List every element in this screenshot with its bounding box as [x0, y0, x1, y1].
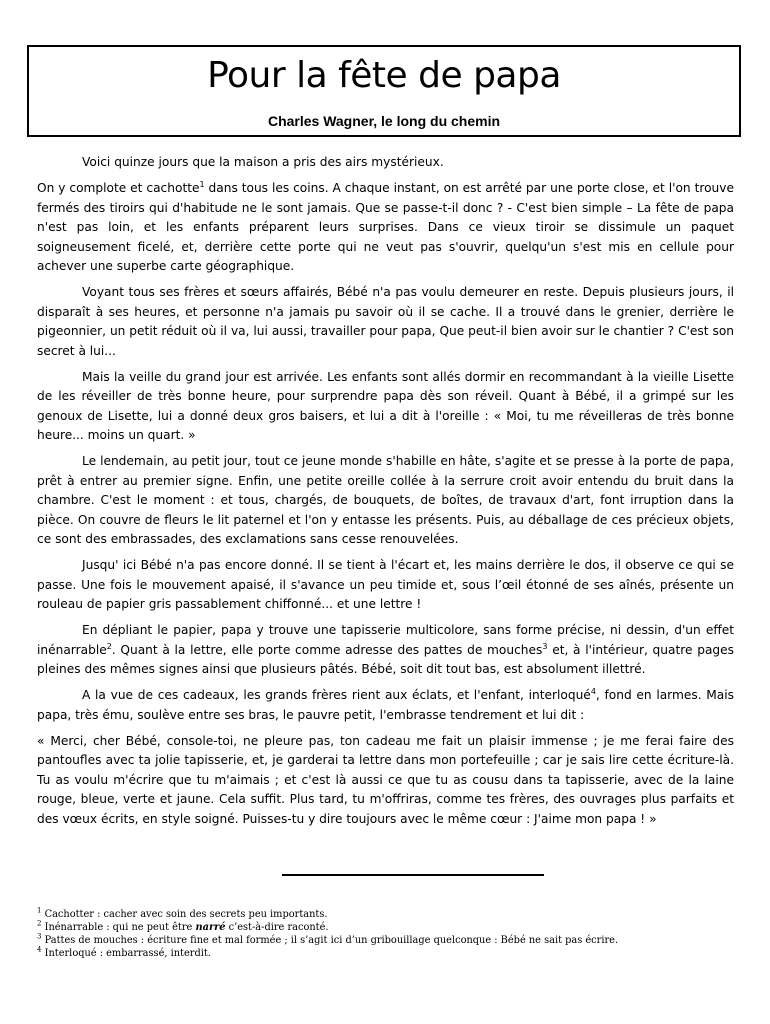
footnote-emphasis: narré	[195, 922, 226, 933]
paragraph-8-text-b: , fond en larmes. Mais papa, très ému, soulève entre ses bras, le pauvre petit, l'embrasse tendrement et lui dit :	[37, 688, 735, 722]
paragraph-1: Voici quinze jours que la maison a pris des airs mystérieux.	[82, 155, 444, 169]
paragraph-3: Voyant tous ses frères et sœurs affairés, Bébé n'a pas voulu demeurer en reste. Depuis plusieurs jours, il disparaît à ses heures, et personne n'a jamais pu savoir où il se cache. Il a trouvé dans le grenier, derrière le pigeonnier, un petit réduit où il va, lui aussi, travailler pour papa, Que peut-il bien avoir sur le chantier ? C'est son secret à lui...	[37, 285, 734, 358]
paragraph-7-text-b: . Quant à la lettre, elle porte comme adresse des pattes de mouches	[111, 642, 543, 657]
footnote-text: Pattes de mouches : écriture fine et mal formée ; il s’agit ici d’un gribouillage quelconque : Bébé ne sait pas écrire.	[41, 935, 619, 946]
paragraph-8-text-a: A la vue de ces cadeaux, les grands frères rient aux éclats, et l'enfant, interloqué	[82, 688, 591, 702]
footnote-1	[37, 908, 734, 921]
footnote-ref-3: 3	[542, 641, 548, 651]
paragraph-2-text-b: dans tous les coins. A chaque instant, on est arrêté par une porte close, et l'on trouve fermés des tiroirs qui d'habitude ne le sont jamais. Que se passe-t-il donc ? - C'est bien simple – La fête de papa n'est pas loin, et les enfants préparent leurs surprises. Dans ce vieux tiroir se dissimule un paquet soigneusement ficelé, et, derrière cette porte qui ne veut pas s'ouvrir, quelqu'un s'est mis en cellule pour achever une superbe carte géographique.	[37, 181, 734, 273]
paragraph-8	[37, 686, 734, 725]
footnote-number: 4	[37, 945, 42, 954]
story-body	[37, 153, 734, 836]
paragraph-2-text-a: On y complote et cachotte	[37, 181, 200, 195]
footnote-ref-1: 1	[199, 179, 205, 189]
footnote-ref-4: 4	[590, 686, 596, 696]
footnote-4	[37, 947, 734, 960]
paragraph-7-text-c: et, à l'intérieur, quatre pages pleines des mêmes signes ainsi que plusieurs pâtés. Bébé, soit dit tout bas, est absolument illettré.	[37, 642, 735, 676]
footnote-2	[37, 921, 734, 934]
page-subtitle: Charles Wagner, le long du chemin	[267, 113, 501, 129]
footnote-text-a: Inénarrable : qui ne peut être	[41, 922, 196, 933]
footnote-number: 3	[37, 932, 42, 941]
paragraph-7	[37, 621, 734, 680]
footnote-ref-2: 2	[106, 641, 112, 651]
paragraph-7-text-a: En dépliant le papier, papa y trouve une tapisserie multicolore, sans forme précise, ni dessin, d'un effet inénarrable	[37, 623, 734, 657]
footnote-separator	[282, 874, 544, 876]
paragraph-4: Mais la veille du grand jour est arrivée. Les enfants sont allés dormir en recommandant à la vieille Lisette de les réveiller de très bonne heure, pour surprendre papa dès son réveil. Quant à Bébé, il a grimpé sur les genoux de Lisette, lui a donné deux gros baisers, et lui a dit à l'oreille : « Moi, tu me réveilleras de très bonne heure... moins un quart. »	[37, 369, 734, 442]
footnote-number: 2	[37, 919, 42, 928]
paragraph-2	[37, 179, 734, 277]
footnotes	[37, 908, 734, 960]
footnote-3	[37, 934, 734, 947]
footnote-text: Interloqué : embarrassé, interdit.	[41, 948, 211, 959]
paragraph-6: Jusqu' ici Bébé n'a pas encore donné. Il se tient à l'écart et, les mains derrière le dos, il observe ce qui se passe. Une fois le mouvement apaisé, il s'avance un peu timide et, sous l’œil étonné de ses aînés, présente un rouleau de papier gris passablement chiffonné... et une lettre !	[37, 558, 734, 611]
footnote-text: Cachotter : cacher avec soin des secrets peu importants.	[41, 909, 328, 920]
footnote-number: 1	[37, 906, 42, 915]
paragraph-9: « Merci, cher Bébé, console-toi, ne pleure pas, ton cadeau me fait un plaisir immense ; je me ferai faire des pantoufles avec ta jolie tapisserie, et, je garderai ta lettre dans mon portefeuille ; car je sais lire cette écriture-là. Tu as voulu m'écrire que tu m'aimais ; et c'est là aussi ce que tu as cousu dans ta tapisserie, avec de la laine rouge, bleue, verte et jaune. Cela suffit. Plus tard, tu m'offriras, comme tes frères, des ouvrages plus parfaits et des vœux écrits, en style soigné. Puisses-tu y dire toujours avec le même cœur : J'aime mon papa ! »	[37, 733, 734, 826]
page-title: Pour la fête de papa	[207, 55, 561, 96]
paragraph-5: Le lendemain, au petit jour, tout ce jeune monde s'habille en hâte, s'agite et se presse à la porte de papa, prêt à entrer au premier signe. Enfin, une petite oreille collée à la serrure croit avoir entendu du bruit dans la chambre. C'est le moment : et tous, chargés, de bouquets, de boîtes, de travaux d'art, font irruption dans la pièce. On couvre de fleurs le lit paternel et l'on y entasse les présents. Puis, au déballage de ces précieux objets, ce sont des embrassades, des exclamations sans cesse renouvelées.	[37, 454, 734, 546]
title-box	[27, 45, 741, 137]
footnote-text-b: c’est-à-dire raconté.	[225, 922, 329, 933]
